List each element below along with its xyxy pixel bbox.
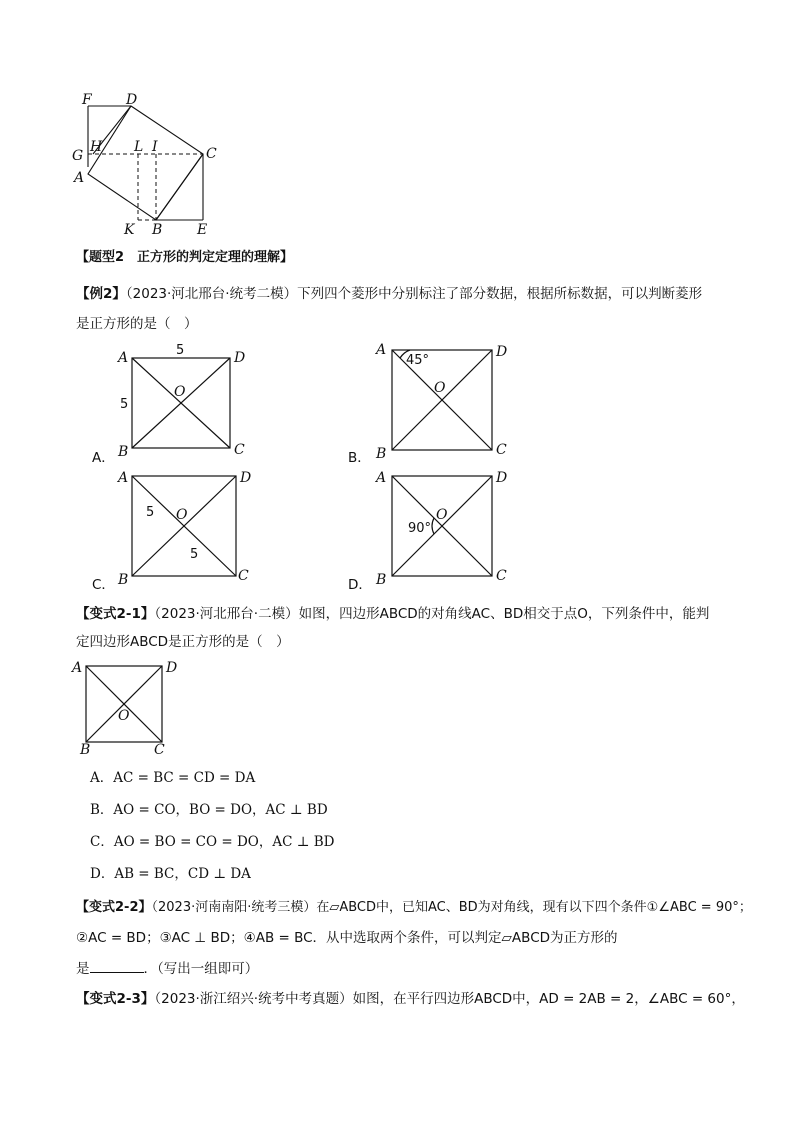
label-D: D (126, 92, 138, 108)
variant23-text-1: （2023·浙江绍兴·统考中考真题）如图，在平行四边形ABCD中，AD = 2AB = 2，∠ABC = 60°， (154, 991, 745, 1007)
label-seg-1: 5 (146, 505, 155, 520)
label-A: A (74, 170, 85, 186)
variant22-line2: ②AC = BD；③AC ⊥ BD；④AB = BC．从中选取两个条件，可以判定▱ABCD为正方形的 (76, 930, 618, 946)
variant23-line1 (76, 989, 745, 1009)
vertex-c: C (238, 568, 249, 584)
option-d-figure (370, 466, 520, 588)
label-side-left: 5 (120, 397, 129, 412)
variant21-option-b: B．AO = CO，BO = DO，AC ⊥ BD (90, 802, 328, 818)
variant21-line1 (76, 604, 709, 624)
vertex-c: C (496, 568, 507, 584)
figure-1-geometry (60, 88, 230, 240)
vertex-b: B (376, 572, 387, 588)
variant23-tag: 【变式2-3】 (76, 991, 155, 1007)
vertex-a: A (72, 660, 83, 676)
vertex-d: D (234, 350, 246, 366)
option-b-letter: B． (348, 450, 371, 466)
vertex-b: B (80, 742, 91, 758)
option-a-figure (112, 344, 262, 462)
label-side-top: 5 (176, 344, 185, 358)
example2-tag: 【例2】 (76, 286, 126, 302)
section-heading: 【题型2 正方形的判定定理的理解】 (76, 250, 294, 265)
center-o: O (176, 507, 188, 523)
label-E: E (197, 222, 208, 238)
variant21-figure (64, 656, 194, 758)
label-seg-2: 5 (190, 547, 199, 562)
label-angle-90: 90° (408, 521, 432, 536)
label-H: H (90, 139, 103, 155)
variant21-option-d: D．AB = BC，CD ⊥ DA (90, 866, 251, 882)
example2-text-1: （2023·河北邢台·统考二模）下列四个菱形中分别标注了部分数据，根据所标数据，可以判断菱形 (125, 286, 703, 302)
vertex-d: D (496, 344, 508, 360)
label-I: I (152, 139, 158, 155)
answer-blank[interactable] (90, 958, 144, 973)
option-a-letter: A． (92, 450, 115, 466)
vertex-d: D (496, 470, 508, 486)
variant21-line2: 定四边形ABCD是正方形的是（ ） (76, 634, 290, 650)
vertex-a: A (118, 470, 129, 486)
label-C: C (206, 146, 217, 162)
label-K: K (124, 222, 135, 238)
variant22-text-3b: ．（写出一组即可） (143, 961, 259, 977)
label-L: L (134, 139, 144, 155)
center-o: O (434, 380, 446, 396)
center-o: O (174, 384, 186, 400)
vertex-b: B (118, 444, 129, 460)
option-c-letter: C． (92, 577, 115, 593)
vertex-d: D (166, 660, 178, 676)
vertex-b: B (118, 572, 129, 588)
vertex-c: C (234, 442, 245, 458)
label-B: B (152, 222, 163, 238)
example2-line2: 是正方形的是（ ） (76, 316, 198, 332)
variant22-tag: 【变式2-2】 (76, 900, 152, 915)
variant21-option-c: C．AO = BO = CO = DO，AC ⊥ BD (90, 834, 335, 850)
vertex-c: C (496, 442, 507, 458)
center-o: O (118, 708, 130, 724)
variant21-option-a: A．AC = BC = CD = DA (90, 770, 256, 786)
variant21-tag: 【变式2-1】 (76, 606, 155, 622)
vertex-b: B (376, 446, 387, 462)
center-o: O (436, 507, 448, 523)
vertex-a: A (376, 470, 387, 486)
example2-line1 (76, 284, 702, 304)
option-b-figure (370, 340, 520, 462)
vertex-c: C (154, 742, 165, 758)
label-F: F (82, 92, 92, 108)
vertex-d: D (240, 470, 252, 486)
variant22-line3 (76, 958, 258, 979)
label-angle-45: 45° (406, 353, 430, 368)
variant22-text-3a: 是 (76, 961, 90, 977)
variant22-line1 (76, 898, 752, 918)
option-d-letter: D． (348, 577, 372, 593)
variant21-text-1: （2023·河北邢台·二模）如图，四边形ABCD的对角线AC、BD相交于点O，下列条件中，能判 (154, 606, 710, 622)
vertex-a: A (118, 350, 129, 366)
variant22-text-1: （2023·河南南阳·统考三模）在▱ABCD中，已知AC、BD为对角线，现有以下四个条件①∠ABC = 90°； (151, 900, 752, 915)
vertex-a: A (376, 342, 387, 358)
option-c-figure (112, 466, 262, 588)
label-G: G (72, 148, 84, 164)
